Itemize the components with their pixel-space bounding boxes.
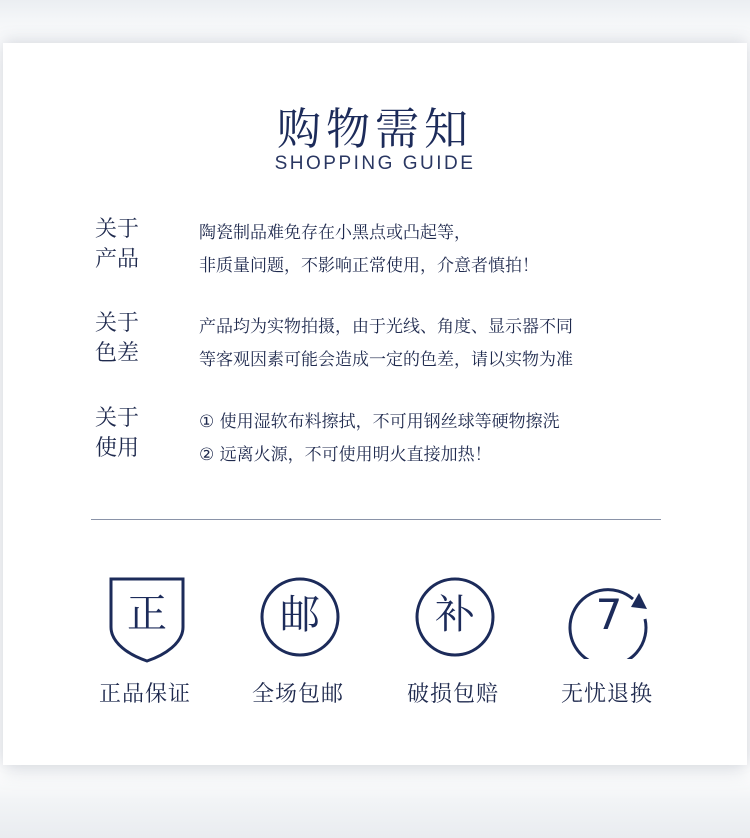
- page-title: 购物需知: [277, 104, 473, 155]
- badge-label: 无忧退换: [560, 682, 653, 707]
- section-label: [95, 309, 155, 369]
- section-color-difference: [95, 309, 675, 379]
- badge-free-shipping: [228, 575, 368, 725]
- section-label-line1: 关于: [95, 406, 140, 431]
- section-text: [199, 406, 669, 472]
- badge-glyph: 邮: [280, 592, 320, 638]
- section-label-line1: 关于: [95, 311, 140, 336]
- shield-icon: [105, 575, 189, 659]
- badge-damage-compensation: [383, 575, 523, 725]
- section-product: [95, 215, 675, 285]
- section-text-line: ② 远离火源，不可使用明火直接加热！: [199, 445, 492, 465]
- badge-genuine: [75, 575, 215, 725]
- return-arrow-icon: [567, 575, 651, 659]
- badge-label: 正品保证: [98, 682, 191, 707]
- section-text-line: 等客观因素可能会造成一定的色差，请以实物为准: [199, 350, 573, 370]
- section-label-line2: 色差: [95, 341, 140, 366]
- badge-glyph: 7: [595, 590, 623, 639]
- section-text-line: 非质量问题，不影响正常使用，介意者慎拍！: [199, 256, 539, 276]
- section-usage: [95, 404, 675, 474]
- section-label-line2: 使用: [95, 436, 140, 461]
- section-label: [95, 215, 155, 275]
- circle-icon: [258, 575, 342, 659]
- section-text: [199, 217, 669, 283]
- shopping-guide-card: [3, 43, 747, 765]
- section-text-line: 陶瓷制品难免存在小黑点或凸起等，: [199, 223, 471, 243]
- section-text-line: 产品均为实物拍摄，由于光线、角度、显示器不同: [199, 317, 573, 337]
- badge-label: 破损包赔: [406, 682, 499, 707]
- service-badges: [3, 575, 747, 735]
- badge-glyph: 补: [435, 592, 475, 638]
- section-text: [199, 311, 669, 377]
- badge-glyph: 正: [127, 591, 167, 637]
- badge-worry-free-return: [537, 575, 677, 725]
- section-text-line: ① 使用湿软布料擦拭，不可用钢丝球等硬物擦洗: [199, 412, 560, 432]
- page-subtitle: SHOPPING GUIDE: [274, 153, 476, 174]
- section-label-line2: 产品: [95, 247, 140, 272]
- section-label: [95, 404, 155, 464]
- badge-label: 全场包邮: [251, 682, 344, 707]
- circle-icon: [413, 575, 497, 659]
- section-label-line1: 关于: [95, 217, 140, 242]
- divider: [91, 519, 661, 520]
